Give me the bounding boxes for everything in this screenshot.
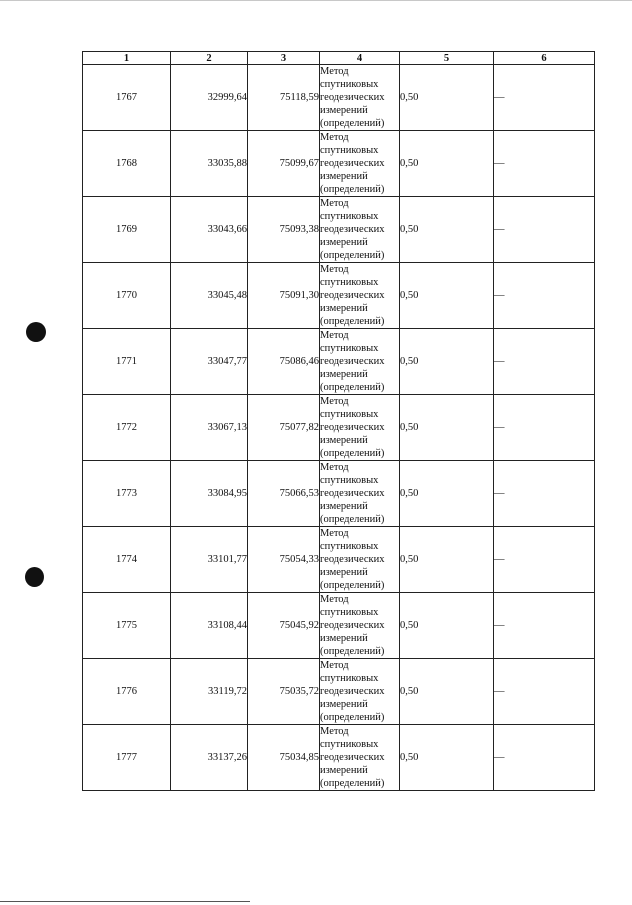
note-dash: — <box>494 659 595 725</box>
scan-edge-bottom <box>0 901 250 902</box>
table-row <box>83 527 595 593</box>
coordinates-table <box>82 51 595 791</box>
note-dash: — <box>494 131 595 197</box>
coordinate-x: 33108,44 <box>171 593 248 659</box>
coordinate-y: 75093,38 <box>248 197 320 263</box>
table-row <box>83 659 595 725</box>
point-number: 1771 <box>83 329 171 395</box>
accuracy-value: 0,50 <box>400 461 494 527</box>
coordinate-y: 75054,33 <box>248 527 320 593</box>
note-dash: — <box>494 329 595 395</box>
accuracy-value: 0,50 <box>400 593 494 659</box>
table-row <box>83 395 595 461</box>
note-dash: — <box>494 395 595 461</box>
method-description: Метод спутниковых геодезических измерений (определений) <box>320 329 400 395</box>
coordinate-y: 75035,72 <box>248 659 320 725</box>
coordinate-y: 75091,30 <box>248 263 320 329</box>
coordinate-x: 33043,66 <box>171 197 248 263</box>
table-row <box>83 197 595 263</box>
point-number: 1772 <box>83 395 171 461</box>
method-description: Метод спутниковых геодезических измерений (определений) <box>320 461 400 527</box>
accuracy-value: 0,50 <box>400 395 494 461</box>
coordinate-x: 32999,64 <box>171 65 248 131</box>
note-dash: — <box>494 461 595 527</box>
coordinate-x: 33035,88 <box>171 131 248 197</box>
column-header: 5 <box>400 52 494 65</box>
coordinate-x: 33084,95 <box>171 461 248 527</box>
column-header: 1 <box>83 52 171 65</box>
point-number: 1770 <box>83 263 171 329</box>
coordinate-x: 33101,77 <box>171 527 248 593</box>
coordinate-x: 33119,72 <box>171 659 248 725</box>
note-dash: — <box>494 263 595 329</box>
method-description: Метод спутниковых геодезических измерений (определений) <box>320 527 400 593</box>
note-dash: — <box>494 527 595 593</box>
table-row <box>83 593 595 659</box>
column-header: 3 <box>248 52 320 65</box>
coordinate-y: 75045,92 <box>248 593 320 659</box>
accuracy-value: 0,50 <box>400 197 494 263</box>
note-dash: — <box>494 593 595 659</box>
table-row <box>83 725 595 791</box>
coordinate-x: 33137,26 <box>171 725 248 791</box>
table-row <box>83 461 595 527</box>
punch-hole <box>26 322 46 342</box>
column-header: 2 <box>171 52 248 65</box>
accuracy-value: 0,50 <box>400 263 494 329</box>
point-number: 1769 <box>83 197 171 263</box>
coordinate-y: 75086,46 <box>248 329 320 395</box>
method-description: Метод спутниковых геодезических измерений (определений) <box>320 395 400 461</box>
accuracy-value: 0,50 <box>400 65 494 131</box>
table-row <box>83 65 595 131</box>
note-dash: — <box>494 725 595 791</box>
point-number: 1775 <box>83 593 171 659</box>
table-body <box>83 65 595 791</box>
punch-hole <box>25 567 44 587</box>
point-number: 1774 <box>83 527 171 593</box>
coordinate-y: 75118,59 <box>248 65 320 131</box>
scan-edge-top <box>0 0 632 1</box>
point-number: 1773 <box>83 461 171 527</box>
accuracy-value: 0,50 <box>400 329 494 395</box>
coordinate-y: 75034,85 <box>248 725 320 791</box>
column-header: 4 <box>320 52 400 65</box>
note-dash: — <box>494 197 595 263</box>
coordinate-y: 75077,82 <box>248 395 320 461</box>
coordinate-y: 75066,53 <box>248 461 320 527</box>
accuracy-value: 0,50 <box>400 659 494 725</box>
method-description: Метод спутниковых геодезических измерений (определений) <box>320 65 400 131</box>
accuracy-value: 0,50 <box>400 131 494 197</box>
method-description: Метод спутниковых геодезических измерений (определений) <box>320 659 400 725</box>
table-header-row <box>83 52 595 65</box>
table-row <box>83 131 595 197</box>
method-description: Метод спутниковых геодезических измерений (определений) <box>320 593 400 659</box>
point-number: 1768 <box>83 131 171 197</box>
method-description: Метод спутниковых геодезических измерений (определений) <box>320 263 400 329</box>
table-row <box>83 263 595 329</box>
accuracy-value: 0,50 <box>400 725 494 791</box>
coordinate-x: 33045,48 <box>171 263 248 329</box>
method-description: Метод спутниковых геодезических измерений (определений) <box>320 131 400 197</box>
coordinate-x: 33067,13 <box>171 395 248 461</box>
method-description: Метод спутниковых геодезических измерений (определений) <box>320 197 400 263</box>
note-dash: — <box>494 65 595 131</box>
accuracy-value: 0,50 <box>400 527 494 593</box>
column-header: 6 <box>494 52 595 65</box>
coordinate-x: 33047,77 <box>171 329 248 395</box>
method-description: Метод спутниковых геодезических измерений (определений) <box>320 725 400 791</box>
point-number: 1777 <box>83 725 171 791</box>
point-number: 1776 <box>83 659 171 725</box>
coordinate-y: 75099,67 <box>248 131 320 197</box>
table-row <box>83 329 595 395</box>
point-number: 1767 <box>83 65 171 131</box>
